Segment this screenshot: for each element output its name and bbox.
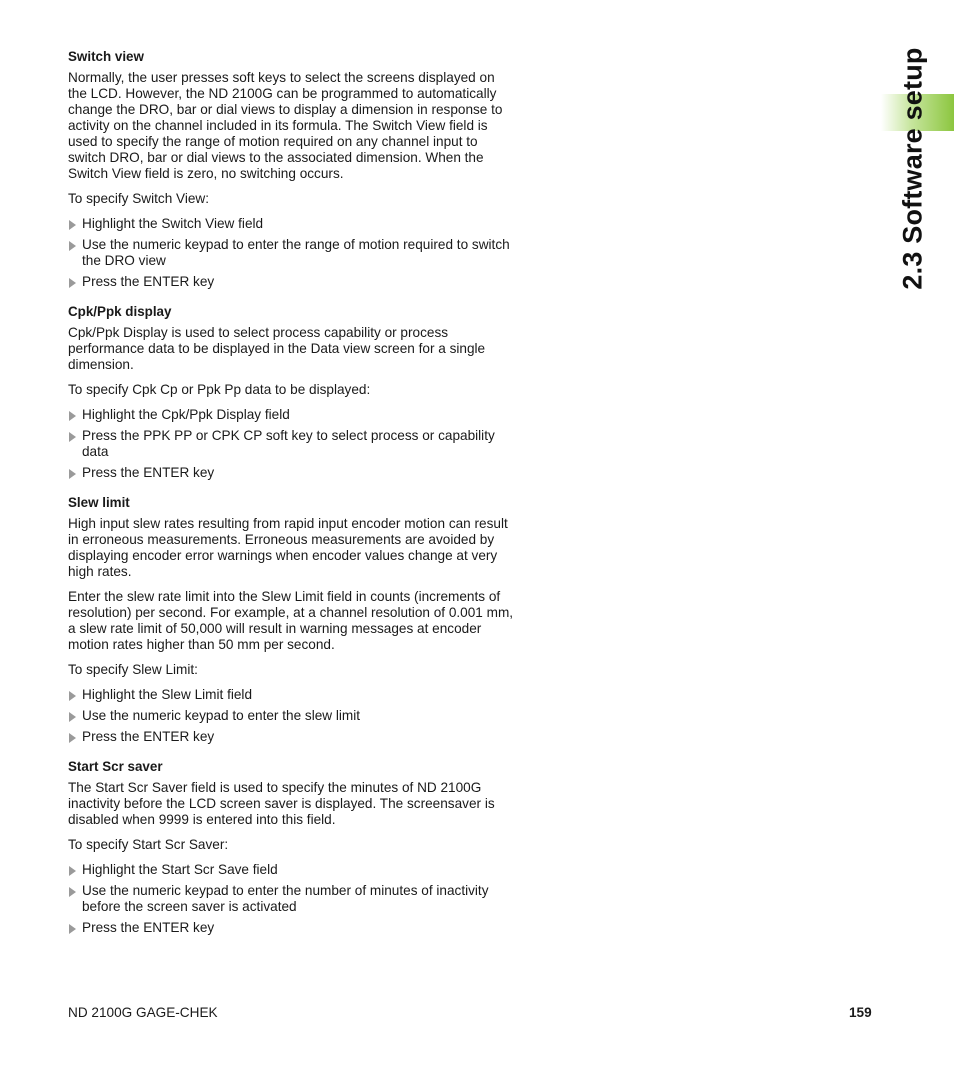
footer-product-name: ND 2100G GAGE-CHEK [68,1005,218,1020]
arrow-right-icon [69,241,76,251]
step-text: Use the numeric keypad to enter the slew limit [82,708,361,723]
step-text: Highlight the Cpk/Ppk Display field [82,407,290,422]
paragraph: High input slew rates resulting from rapid input encoder motion can result in erroneous measurements. Erroneous measurements are avoided by displaying encoder error warnings when encoder values change at very high rates. [68,516,508,579]
section-tab [893,46,933,290]
arrow-right-icon [69,691,76,701]
arrow-right-icon [69,220,76,230]
step-item [68,216,514,232]
step-item [68,274,514,290]
paragraph: Normally, the user presses soft keys to select the screens displayed on the LCD. However, the ND 2100G can be programmed to automatically change the DRO, bar or dial views to display a dimension in response to activity on the channel included in its formula. The Switch View field is used to specify the range of motion required on any channel input to switch DRO, bar or dial views to the associated dimension. When the Switch View field is zero, no switching occurs. [68,70,503,181]
section-switch-view [68,49,514,290]
step-text: Press the ENTER key [82,465,215,480]
paragraph: To specify Cpk Cp or Ppk Pp data to be displayed: [68,382,371,397]
section-heading: Start Scr saver [68,759,163,774]
section-heading: Slew limit [68,495,130,510]
paragraph: The Start Scr Saver field is used to specify the minutes of ND 2100G inactivity before the LCD screen saver is displayed. The screensaver is disabled when 9999 is entered into this field. [68,780,495,827]
arrow-right-icon [69,733,76,743]
step-text: Press the ENTER key [82,274,215,289]
arrow-right-icon [69,432,76,442]
section-cpk-ppk-display [68,304,514,481]
footer-page-number: 159 [849,1005,872,1020]
arrow-right-icon [69,866,76,876]
step-list [68,407,514,481]
section-heading: Cpk/Ppk display [68,304,172,319]
paragraph: Cpk/Ppk Display is used to select process capability or process performance data to be displayed in the Data view screen for a single dimension. [68,325,486,372]
arrow-right-icon [69,411,76,421]
step-text: Highlight the Slew Limit field [82,687,253,702]
paragraph: To specify Slew Limit: [68,662,198,677]
arrow-right-icon [69,924,76,934]
section-start-scr-saver [68,759,514,936]
step-text: Press the ENTER key [82,729,215,744]
section-tab-title: 2.3 Software setup [897,46,928,290]
step-text: Press the ENTER key [82,920,215,935]
step-text: Highlight the Start Scr Save field [82,862,278,877]
step-text: Use the numeric keypad to enter the range of motion required to switch the DRO view [82,237,510,268]
step-item [68,862,514,878]
step-item [68,708,514,724]
arrow-right-icon [69,712,76,722]
step-item [68,428,514,460]
step-item [68,465,514,481]
step-item [68,687,514,703]
arrow-right-icon [69,887,76,897]
step-item [68,237,514,269]
step-text: Press the PPK PP or CPK CP soft key to select process or capability data [82,428,495,459]
step-item [68,883,514,915]
step-item [68,920,514,936]
arrow-right-icon [69,278,76,288]
step-list [68,862,514,936]
step-list [68,216,514,290]
step-list [68,687,514,745]
step-item [68,407,514,423]
step-text: Highlight the Switch View field [82,216,264,231]
paragraph: To specify Switch View: [68,191,210,206]
paragraph: To specify Start Scr Saver: [68,837,229,852]
paragraph: Enter the slew rate limit into the Slew Limit field in counts (increments of resolution) per second. For example, at a channel resolution of 0.001 mm, a slew rate limit of 50,000 will result in warning messages at encoder motion rates higher than 50 mm per second. [68,589,514,652]
page-body [68,49,514,950]
arrow-right-icon [69,469,76,479]
section-slew-limit [68,495,514,745]
section-heading: Switch view [68,49,144,64]
step-text: Use the numeric keypad to enter the number of minutes of inactivity before the screen saver is activated [82,883,489,914]
step-item [68,729,514,745]
